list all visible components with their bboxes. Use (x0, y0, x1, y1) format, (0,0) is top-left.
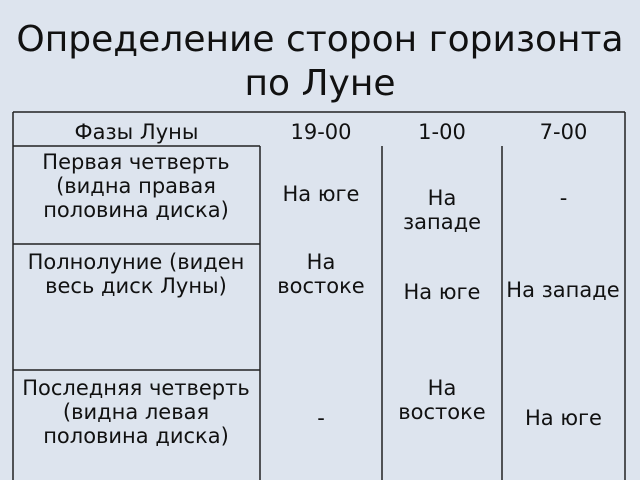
cell-full-moon-7: На западе (506, 278, 620, 302)
phase-first-quarter: Первая четверть (видна правая половина диска) (42, 150, 230, 222)
header-time-1: 1-00 (418, 120, 466, 144)
cell-first-quarter-1: На западе (402, 186, 482, 234)
slide-title: Определение сторон горизонта по Луне (16, 19, 624, 104)
cell-full-moon-1: На юге (403, 280, 481, 304)
cell-last-quarter-19: - (317, 406, 325, 430)
header-time-19: 19-00 (290, 120, 352, 144)
cell-full-moon-19: На востоке (277, 250, 365, 298)
cell-last-quarter-1: На востоке (398, 376, 486, 424)
phase-last-quarter: Последняя четверть (видна левая половина диска) (22, 376, 250, 448)
phase-full-moon: Полнолуние (виден весь диск Луны) (27, 250, 245, 298)
cell-first-quarter-19: На юге (282, 182, 360, 206)
cell-last-quarter-7: На юге (525, 406, 602, 430)
header-time-7: 7-00 (539, 120, 588, 144)
cell-first-quarter-7: - (559, 186, 568, 210)
header-phases: Фазы Луны (74, 120, 199, 144)
